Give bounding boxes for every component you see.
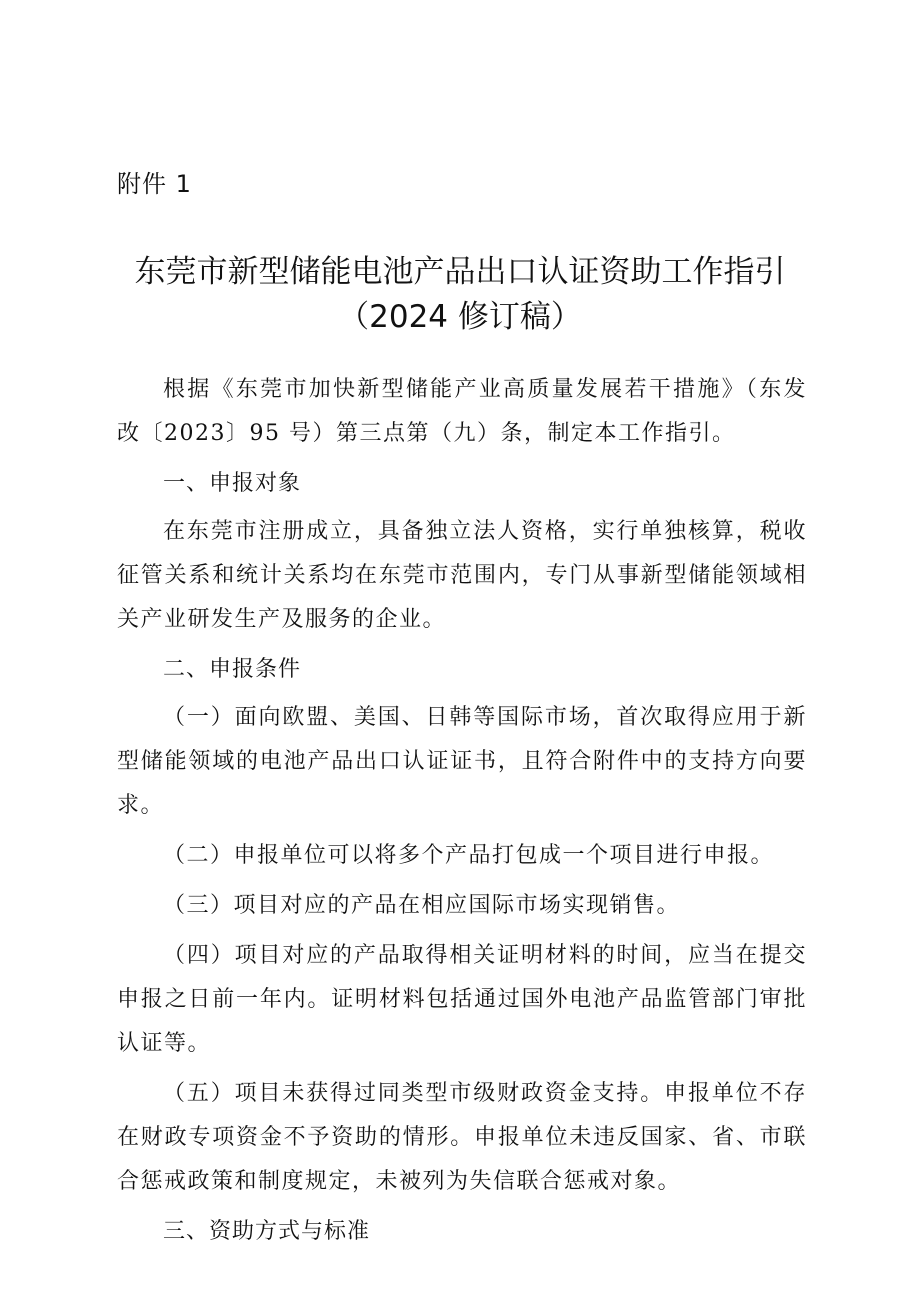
section-paragraph: （四）项目对应的产品取得相关证明材料的时间，应当在提交申报之日前一年内。证明材料包括通过国外电池产品监管部门审批认证等。 (117, 943, 807, 1056)
document-body (117, 368, 807, 1254)
section-heading: 二、申报条件 (163, 657, 302, 682)
section-heading: 一、申报对象 (163, 471, 302, 496)
document-subtitle: （2024 修订稿） (338, 299, 582, 335)
intro-paragraph: 根据《东莞市加快新型储能产业高质量发展若干措施》（东发改〔2023〕95 号）第三点第（九）条，制定本工作指引。 (117, 377, 807, 446)
section-paragraph: （三）项目对应的产品在相应国际市场实现销售。 (163, 893, 681, 918)
section-paragraph: （二）申报单位可以将多个产品打包成一个项目进行申报。 (163, 843, 775, 868)
section-paragraph: （一）面向欧盟、美国、日韩等国际市场，首次取得应用于新型储能领域的电池产品出口认证证书，且符合附件中的支持方向要求。 (117, 705, 807, 818)
document-title: 东莞市新型储能电池产品出口认证资助工作指引 (134, 254, 786, 290)
attachment-label: 附件 1 (117, 170, 192, 198)
section-paragraph: （五）项目未获得过同类型市级财政资金支持。申报单位不存在财政专项资金不予资助的情形。申报单位未违反国家、省、市联合惩戒政策和制度规定，未被列为失信联合惩戒对象。 (117, 1081, 807, 1194)
section-paragraph: 在东莞市注册成立，具备独立法人资格，实行单独核算，税收征管关系和统计关系均在东莞市范围内，专门从事新型储能领域相关产业研发生产及服务的企业。 (117, 519, 807, 632)
section-heading: 三、资助方式与标准 (163, 1219, 371, 1244)
